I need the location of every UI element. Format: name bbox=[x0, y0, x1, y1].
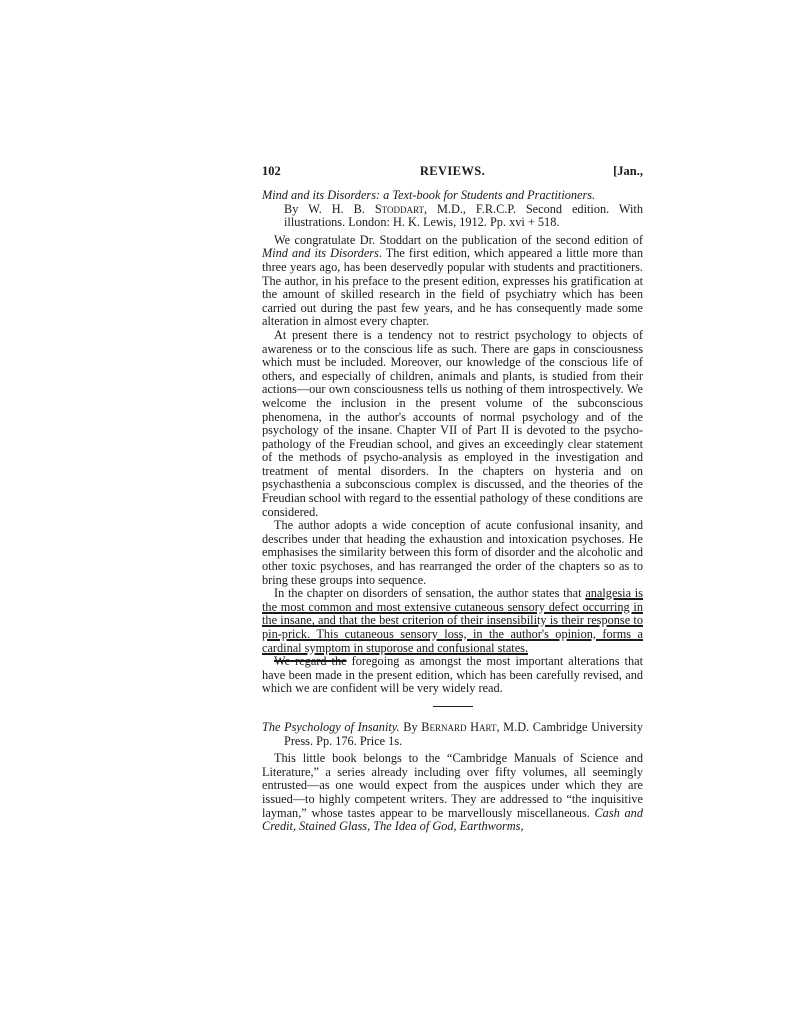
review1-paragraph-3: The author adopts a wide conception of acute confusional insanity, and describes under that heading the exhaustion and intoxication psychoses. He emphasises the similarity between this form of disorder and the alcoholic and other toxic psychoses, and has rearranged the order of the chapters so as to bring these groups into sequence. bbox=[262, 518, 643, 587]
review1-heading bbox=[262, 189, 643, 230]
review1-p1-text-a: We congratulate Dr. Stoddart on the publication of the second edition of bbox=[274, 232, 643, 247]
review2-p1-text: This little book belongs to the “Cambridge Manuals of Science and Literature,” a series already including over fifty volumes, all seemingly entrusted—as one would expect from the auspices under which they are issued—to highly competent writers. They are addressed to “the inquisitive layman,” whose tastes appear to be marvellously miscellaneous. bbox=[262, 751, 643, 820]
review1-p5-text: foregoing as amongst the most important alterations that have been made in the present edition, which has been carefully revised, and which we are confident will be very widely read. bbox=[262, 654, 643, 696]
review1-author: W. H. B. Stoddart bbox=[308, 201, 424, 216]
review2-paragraph-1 bbox=[262, 752, 643, 834]
review2-book-title: The Psychology of Insanity. bbox=[262, 719, 400, 734]
review1-paragraph-4 bbox=[262, 587, 643, 655]
review2-author: Bernard Hart bbox=[421, 719, 497, 734]
review1-p4-marked: analgesia is the most common and most extensive cutaneous sensory defect occurring in the insane, and that the best criterion of their insensibility is their response to pin-prick. This cutaneous sensory loss, in the author's opinion, forms a cardinal symptom in stuporose and confusional states. bbox=[262, 586, 644, 655]
review1-by: By bbox=[284, 201, 309, 216]
review2-p1-titles: Cash and Credit, Stained Glass, The Idea of God, Earthworms, bbox=[262, 805, 643, 834]
book-page bbox=[262, 165, 643, 834]
page-number: 102 bbox=[262, 164, 281, 178]
review1-paragraph-5 bbox=[262, 655, 643, 696]
review1-p1-text-b: . The first edition, which appeared a little more than three years ago, has been deservedly popular with students and practitioners. The author, in his preface to the present edition, expresses his gratification at the amount of skilled research in the field of psychiatry which has been carried out during the past few years, and he has consequently made some alteration in almost every chapter. bbox=[262, 246, 643, 329]
running-date: [Jan., bbox=[613, 164, 643, 178]
review1-p4-text-a: In the chapter on disorders of sensation, the author states that bbox=[274, 586, 586, 601]
review1-details: , M.D., F.R.C.P. Second edition. With illustrations. London: H. K. Lewis, 1912. Pp. xvi + 518. bbox=[284, 201, 643, 230]
review1-body bbox=[262, 234, 643, 696]
review1-book-title: Mind and its Disorders: a Text-book for Students and Practitioners. bbox=[262, 188, 596, 202]
review2-details: , M.D. Cambridge University Press. Pp. 176. Price 1s. bbox=[284, 719, 643, 748]
review2-body bbox=[262, 752, 643, 834]
review1-paragraph-2: At present there is a tendency not to restrict psychology to objects of awareness or to the conscious life as such. There are gaps in consciousness which must be included. Moreover, our knowledge of the conscious life of others, and especially of children, animals and plants, is studied from their actions—our own consciousness tells us nothing of them introspectively. We welcome the inclusion in the present volume of the subconscious phenomena, in the author's accounts of normal psychology and of the psychology of the insane. Chapter VII of Part II is devoted to the psycho-pathology of the Freudian school, and gives an exceedingly clear statement of the methods of psycho-analysis as employed in the investigation and treatment of mental disorders. In the chapters on hysteria and on psychasthenia a subconscious complex is discussed, and the theories of the Freudian school with regard to the essential pathology of these conditions are considered. bbox=[262, 327, 643, 519]
review1-p5-struck: We regard the bbox=[274, 654, 347, 669]
review2-by: By bbox=[399, 719, 422, 734]
running-title: REVIEWS. bbox=[419, 164, 486, 178]
review1-p1-title: Mind and its Disorders bbox=[262, 246, 379, 261]
section-divider bbox=[433, 706, 473, 707]
running-head bbox=[262, 165, 643, 183]
review2-heading bbox=[262, 721, 643, 748]
review1-paragraph-1 bbox=[262, 234, 643, 329]
